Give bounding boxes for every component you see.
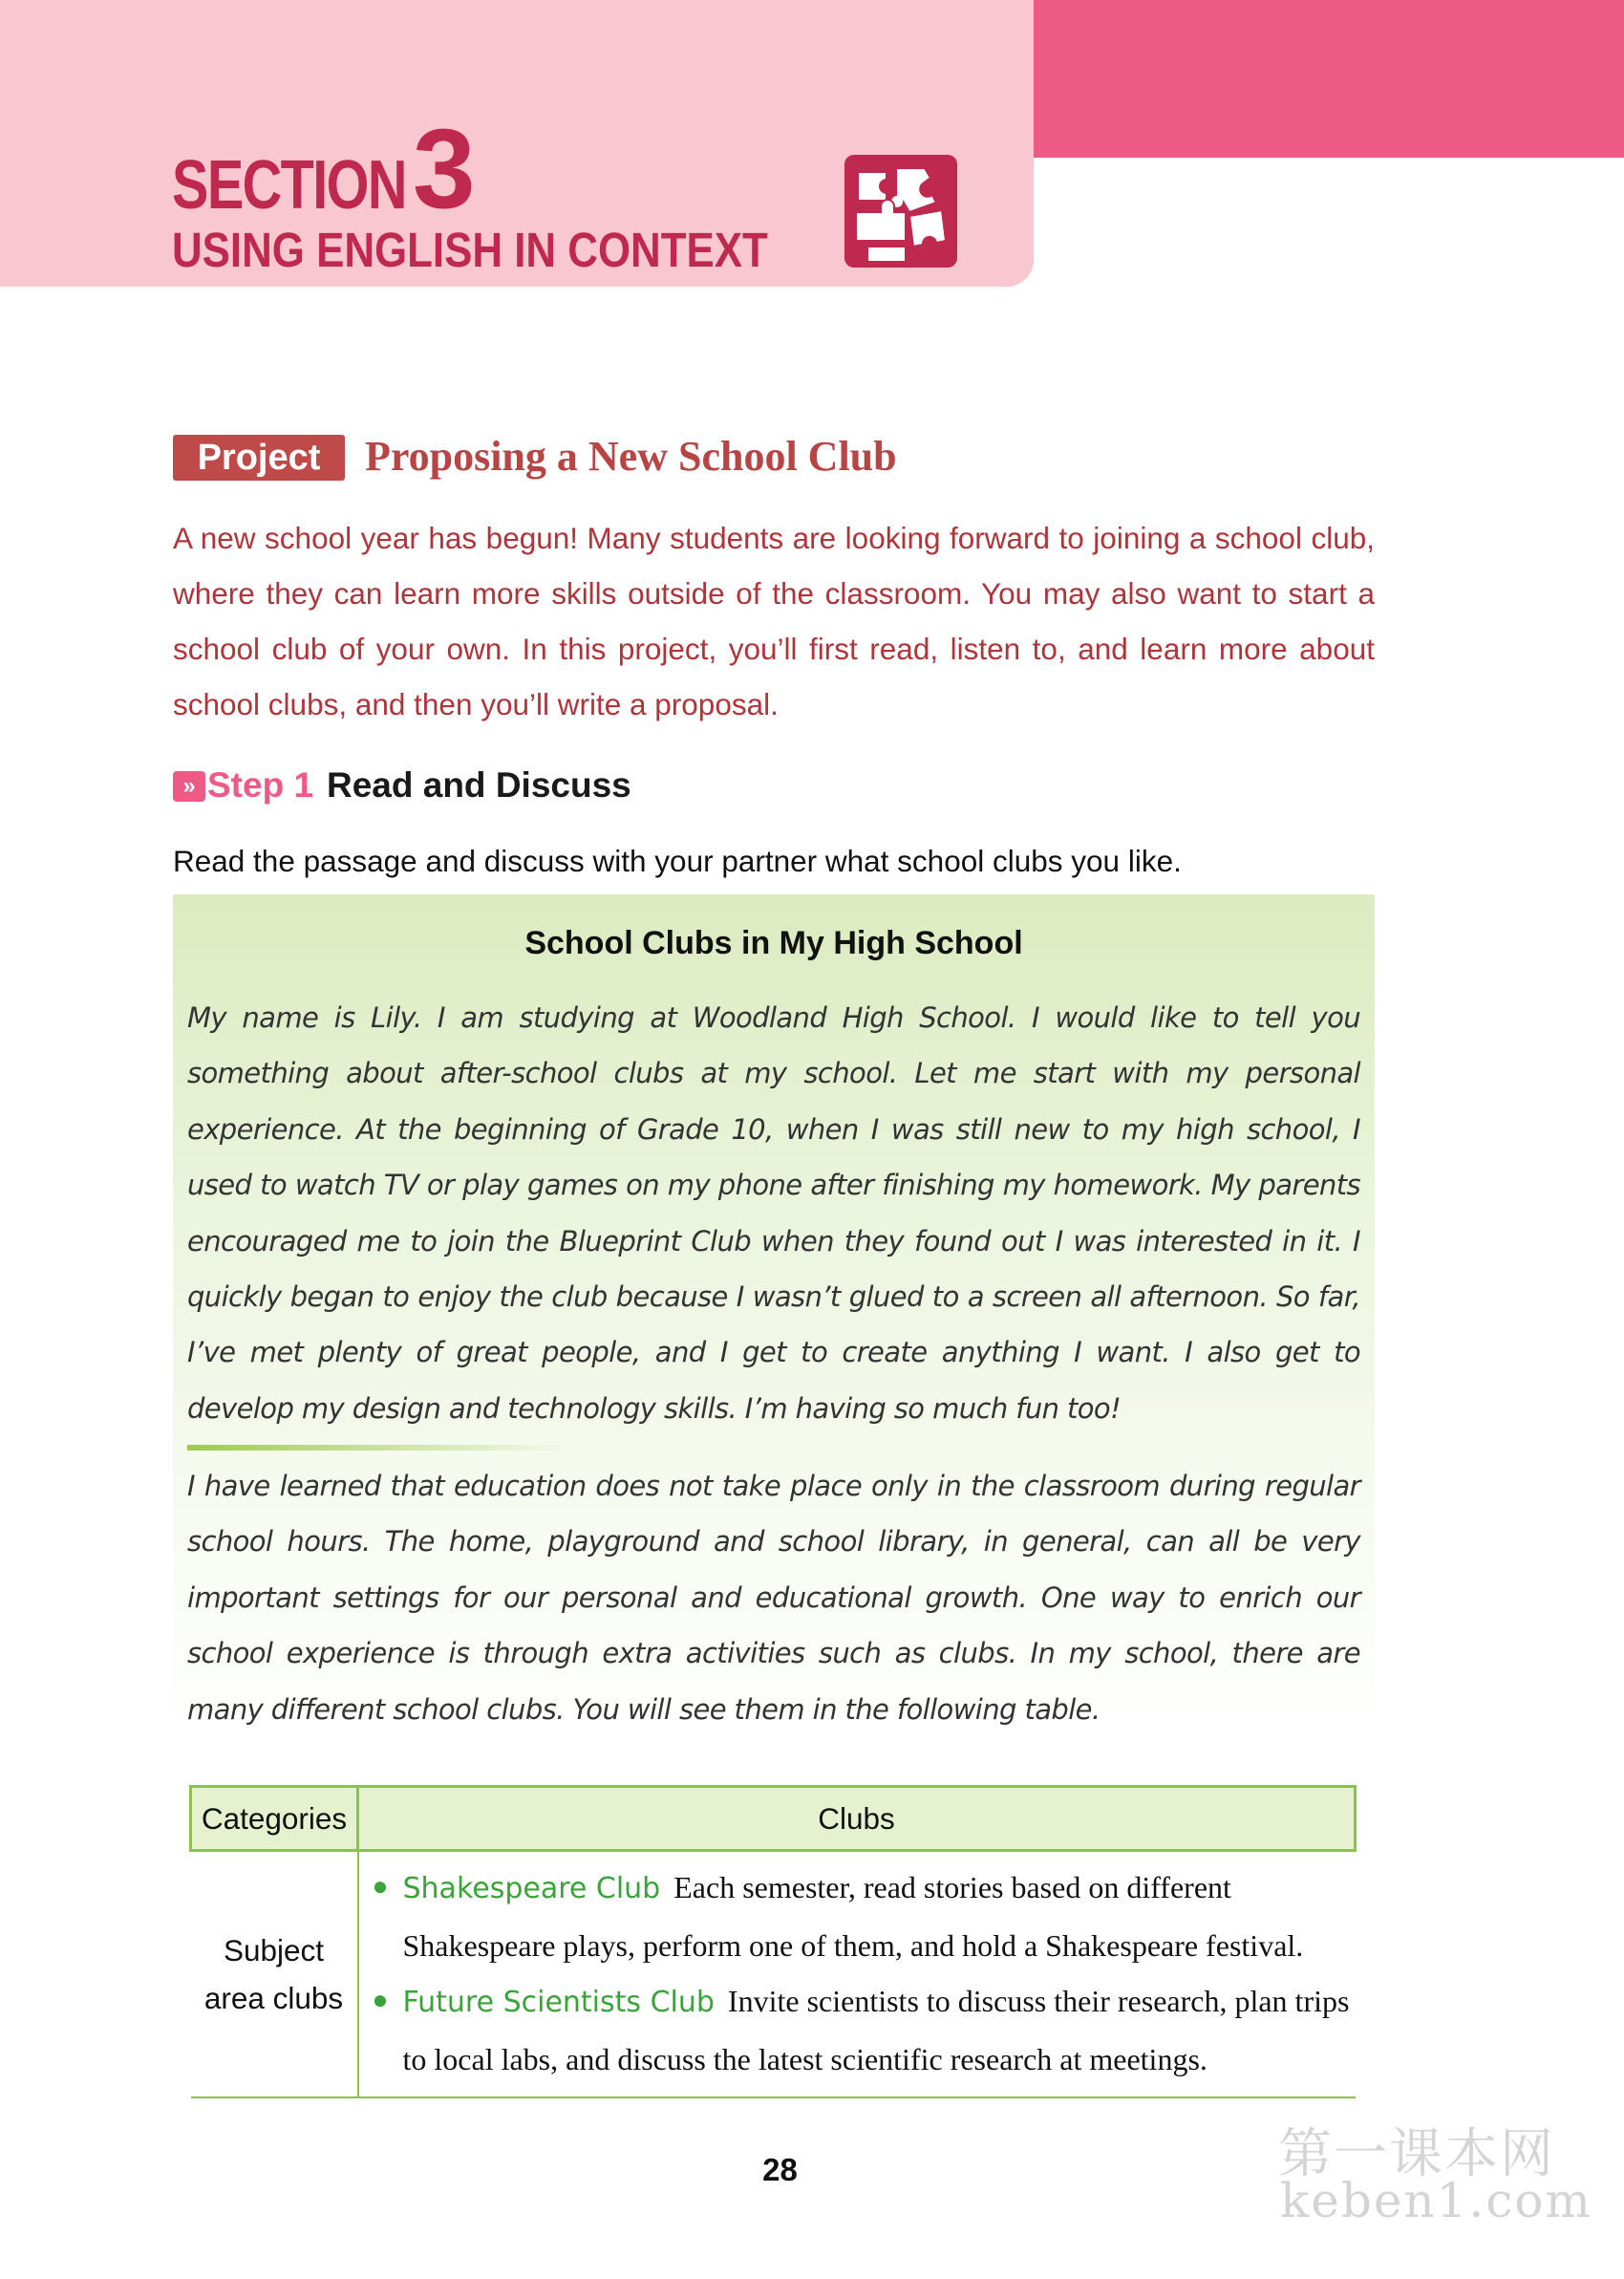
double-chevron-icon: »	[173, 771, 205, 802]
table-row	[191, 1851, 1356, 2098]
clubs-table	[189, 1785, 1357, 2098]
table-header-row	[191, 1787, 1356, 1851]
step-instruction: Read the passage and discuss with your partner what school clubs you like.	[173, 844, 1182, 878]
step-title: Read and Discuss	[327, 765, 631, 805]
header-accent-bar	[1034, 0, 1624, 158]
clubs-cell	[358, 1851, 1356, 2098]
puzzle-icon	[843, 153, 959, 269]
passage-title: School Clubs in My High School	[524, 925, 1023, 961]
passage-paragraph-2: I have learned that education does not take place only in the classroom during regular school hours. The home, playground and school library, in general, can all be very important settings for our personal and educational growth. One way to enrich our school experience is through extra activities such as clubs. In my school, there are many different school clubs. You will see them in the following table.	[187, 1470, 1360, 1726]
project-intro: A new school year has begun! Many students are looking forward to joining a school club, where they can learn more skills outside of the classroom. You may also want to start a school club of your own. In this project, you’ll first read, listen to, and learn more about school clubs, and then you’ll write a proposal.	[173, 521, 1375, 721]
section-word: SECTION	[172, 147, 406, 224]
club-description: Each semester, read stories based on different Shakespeare plays, perform one of them, and hold a Shakespeare festival.	[402, 1870, 1304, 1963]
watermark-url: keben1.com	[1280, 2173, 1592, 2228]
bullet-icon: ●	[372, 1872, 389, 1902]
club-name: Future Scientists Club	[402, 1986, 715, 2019]
watermark-chinese: 第一课本网	[1278, 2123, 1555, 2185]
club-item	[369, 1860, 1356, 1973]
category-cell: Subject area clubs	[191, 1851, 358, 2098]
bullet-icon: ●	[372, 1986, 389, 2015]
passage-divider	[187, 1445, 569, 1451]
passage-paragraph-1: My name is Lily. I am studying at Woodland High School. I would like to tell you something about after-school clubs at my school. Let me start with my personal experience. At the beginning of Grade 10, when I was still new to my high school, I used to watch TV or play games on my phone after finishing my homework. My parents encouraged me to join the Blueprint Club when they found out I was interested in it. I quickly began to enjoy the club because I wasn’t glued to a screen all afternoon. So far, I’ve met plenty of great people, and I get to create anything I want. I also get to develop my design and technology skills. I’m having so much fun too!	[187, 1001, 1360, 1425]
section-number: 3	[413, 106, 476, 232]
club-item	[369, 1973, 1356, 2087]
page-number: 28	[762, 2152, 798, 2187]
section-subtitle: USING ENGLISH IN CONTEXT	[172, 223, 768, 277]
project-badge: Project	[173, 435, 345, 481]
club-description: Invite scientists to discuss their research, plan trips to local labs, and discuss the latest scientific research at meetings.	[402, 1984, 1350, 2076]
table-header-clubs: Clubs	[358, 1787, 1356, 1851]
project-title: Proposing a New School Club	[365, 433, 897, 480]
step-label: Step 1	[207, 765, 314, 805]
club-name: Shakespeare Club	[402, 1872, 661, 1905]
table-header-categories: Categories	[191, 1787, 358, 1851]
